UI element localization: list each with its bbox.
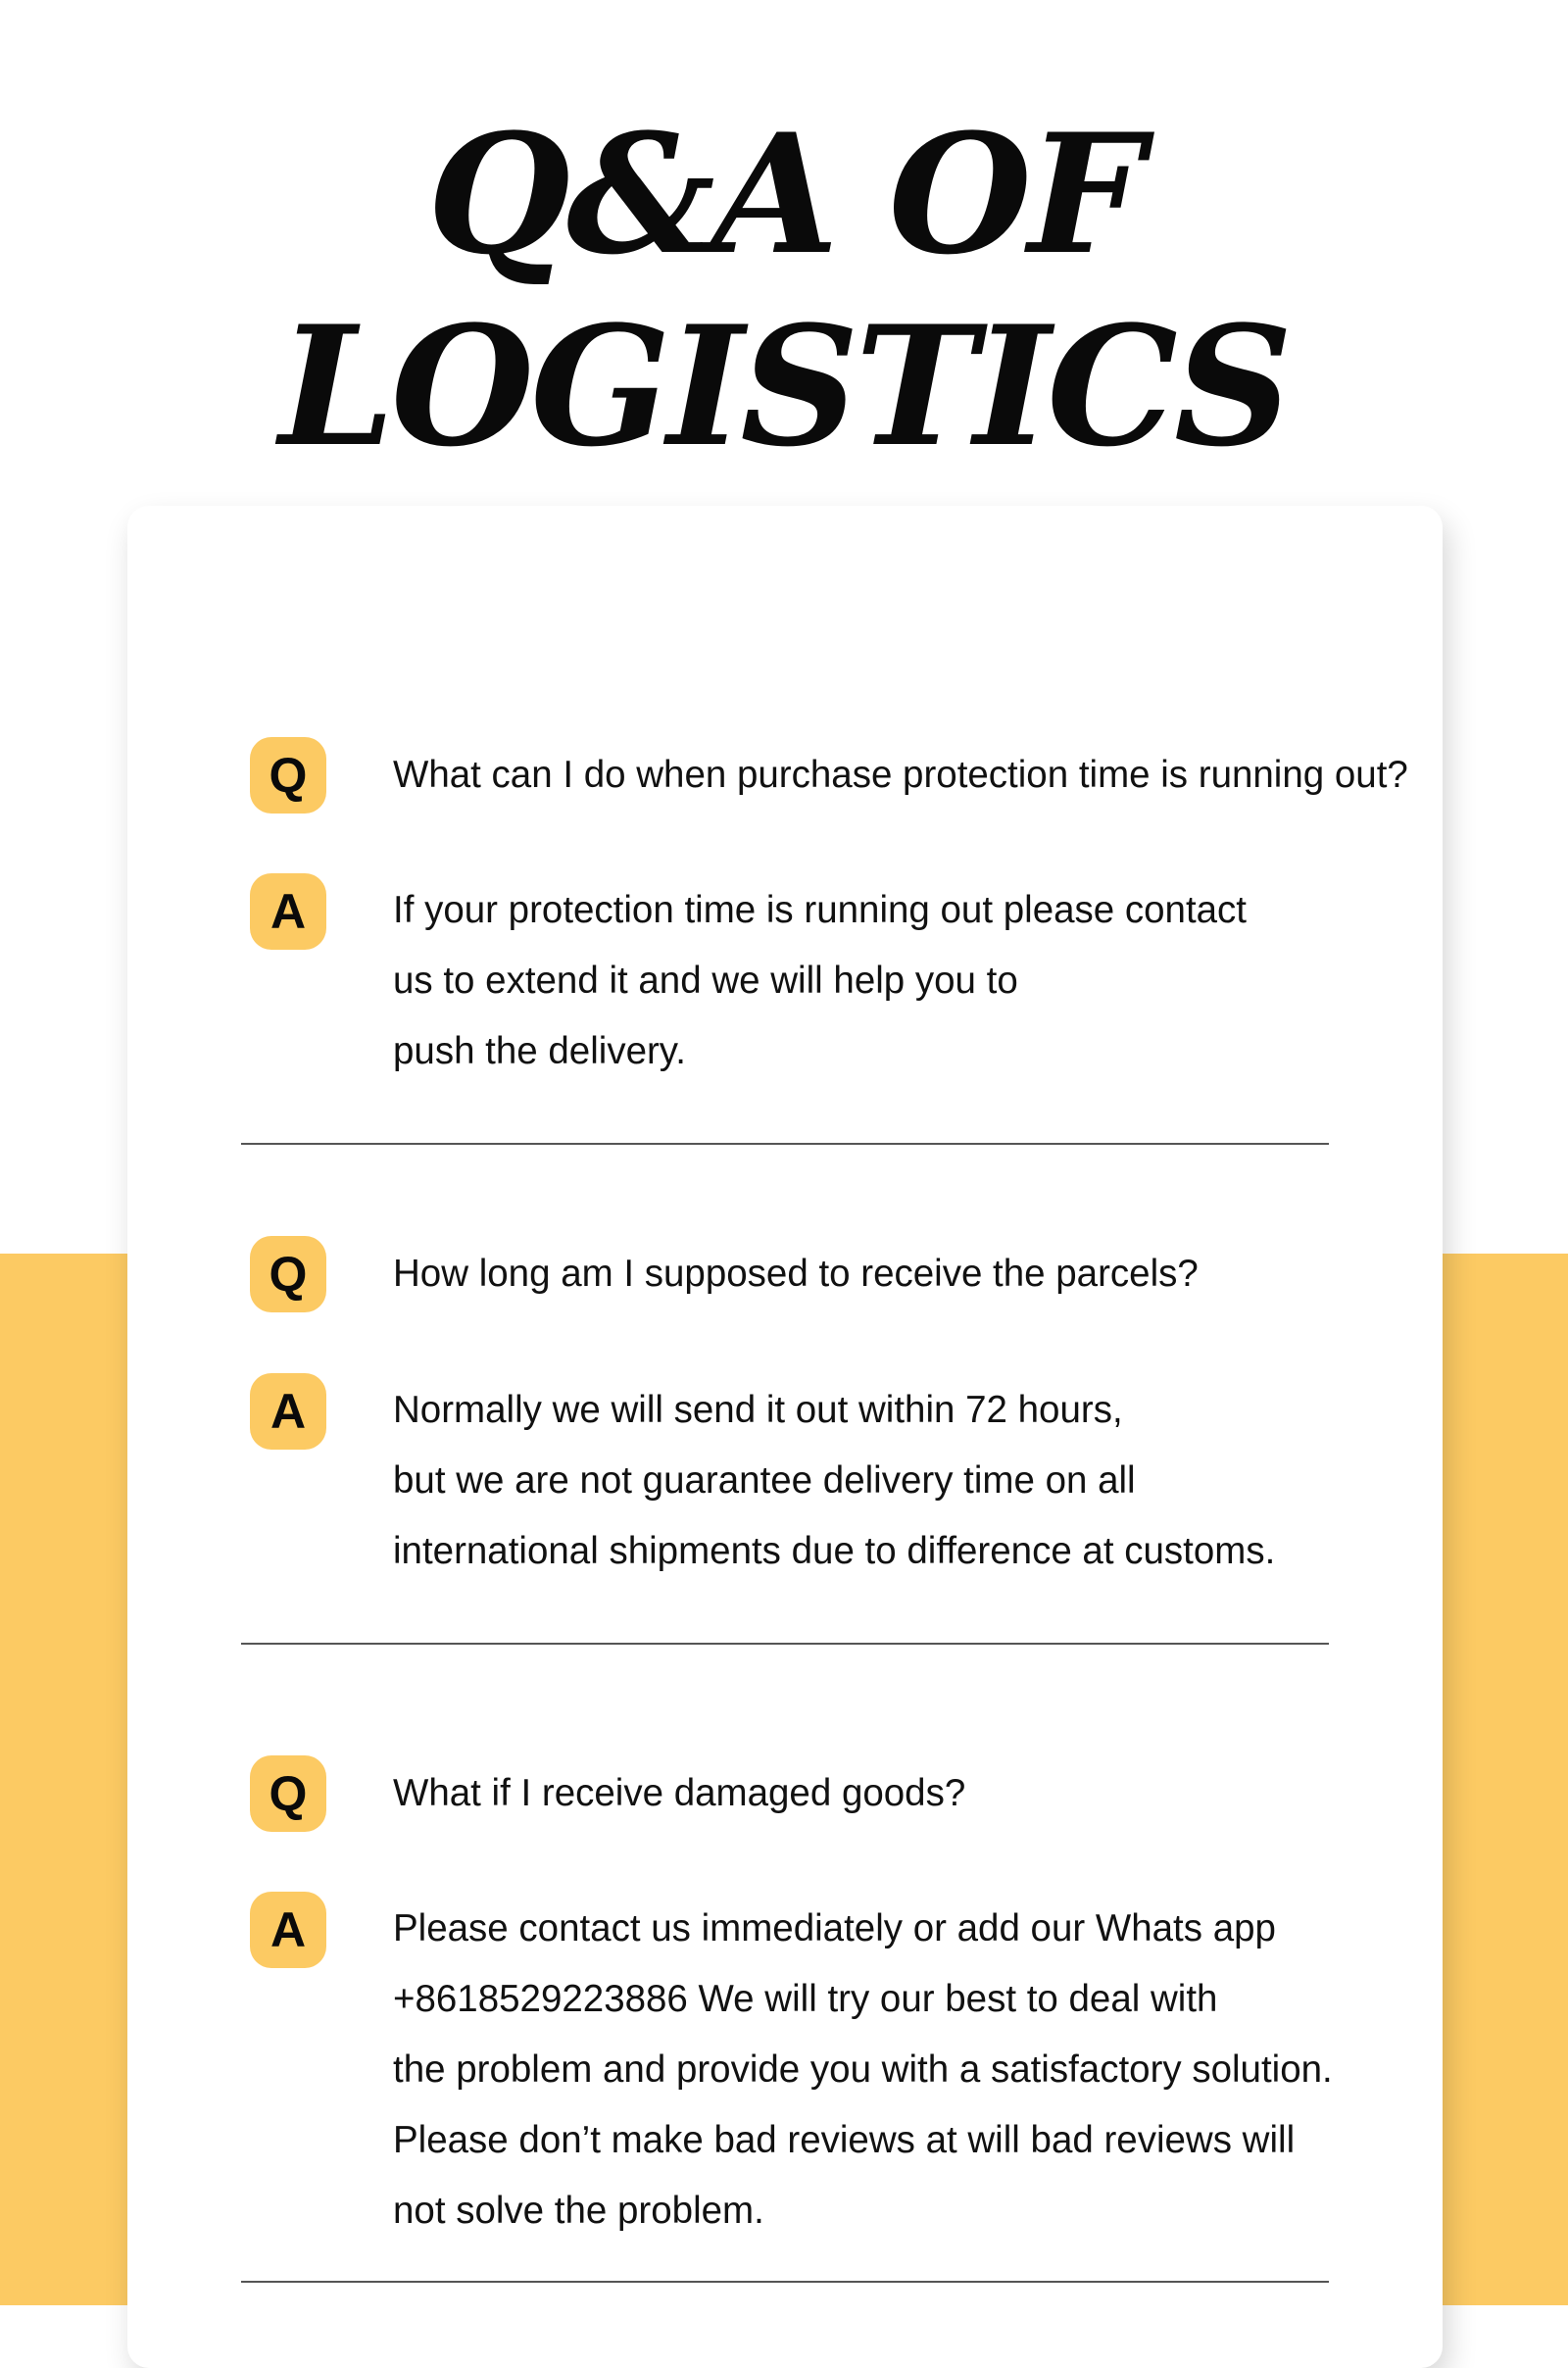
question-text: How long am I supposed to receive the parcels? bbox=[393, 1253, 1199, 1295]
answer-text: Please contact us immediately or add our Whats app +8618529223886 We will try our best to deal with the problem and provide you with a satisfactory solution. Please don’t make bad reviews at will bad reviews will not solve the problem. bbox=[393, 1907, 1333, 2232]
divider bbox=[241, 1643, 1329, 1645]
answer-badge: A bbox=[250, 873, 326, 950]
divider bbox=[241, 1143, 1329, 1145]
answer-text: If your protection time is running out please contact us to extend it and we will help you to push the delivery. bbox=[393, 889, 1248, 1072]
page-title bbox=[0, 98, 1568, 482]
title-line-2: LOGISTICS bbox=[278, 289, 1290, 483]
question-text: What can I do when purchase protection time is running out? bbox=[393, 754, 1408, 796]
question-badge: Q bbox=[250, 737, 326, 814]
question-badge: Q bbox=[250, 1755, 326, 1832]
question-badge: Q bbox=[250, 1236, 326, 1312]
answer-text: Normally we will send it out within 72 hours, but we are not guarantee delivery time on all international shipments due to difference at customs. bbox=[393, 1389, 1276, 1572]
title-line-1: Q&A OF bbox=[426, 97, 1142, 291]
answer-badge: A bbox=[250, 1892, 326, 1968]
question-text: What if I receive damaged goods? bbox=[393, 1772, 966, 1814]
divider bbox=[241, 2281, 1329, 2283]
answer-badge: A bbox=[250, 1373, 326, 1450]
